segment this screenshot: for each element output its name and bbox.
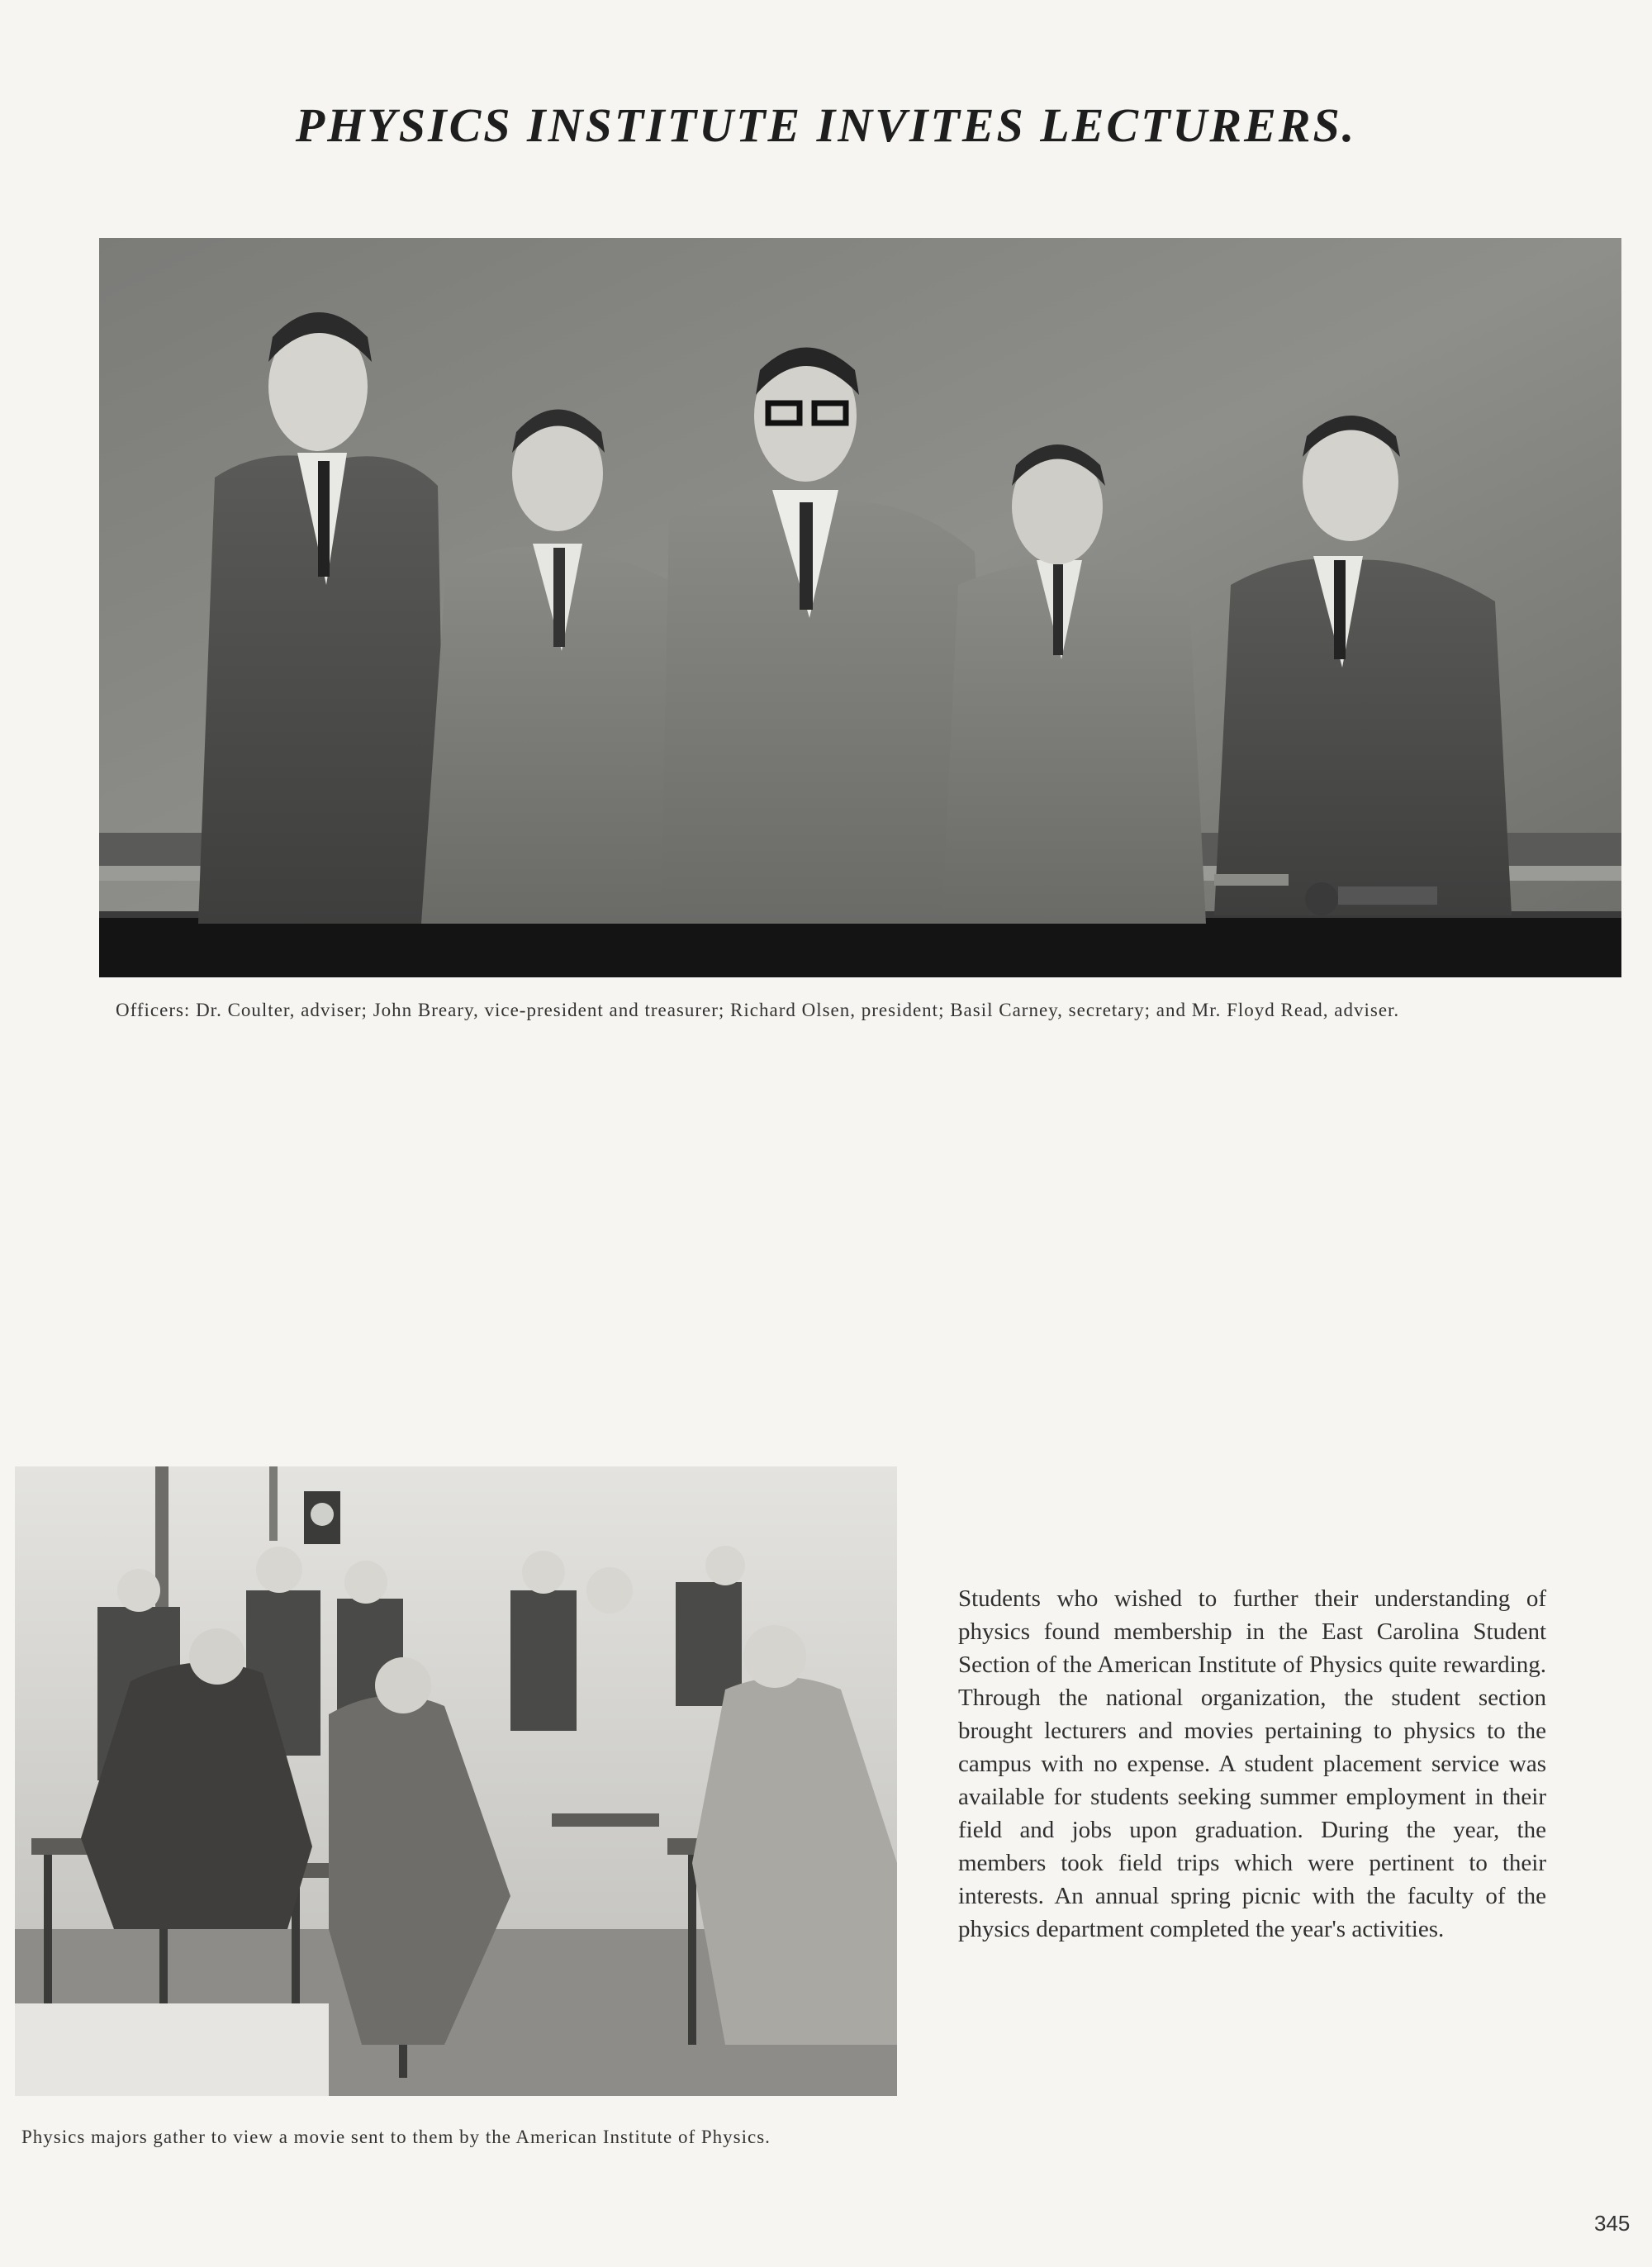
page-title: PHYSICS INSTITUTE INVITES LECTURERS. [295,98,1357,152]
officers-photo-caption: Officers: Dr. Coulter, adviser; John Breary, vice-president and treasurer; Richard Olsen, president; Basil Carney, secretary; and Mr. Floyd Read, adviser. [116,1000,1400,1020]
article-body: Students who wished to further their understanding of physics found membership in the East Carolina Student Section of the American Institute of Physics quite rewarding. Through the national organization, the student section brought lecturers and movies pertaining to physics to the campus with no expense. A student placement service was available for students seeking summer employment in their field and jobs upon graduation. During the year, the members took field trips which were pertinent to their interests. An annual spring picnic with the faculty of the physics department completed the year's activities. [958,1585,1546,1942]
students-photo-caption: Physics majors gather to view a movie sent to them by the American Institute of Physics. [21,2127,771,2147]
students-photo [15,1466,897,2096]
officers-photo [99,238,1621,977]
page-number: 345 [1594,2211,1631,2236]
